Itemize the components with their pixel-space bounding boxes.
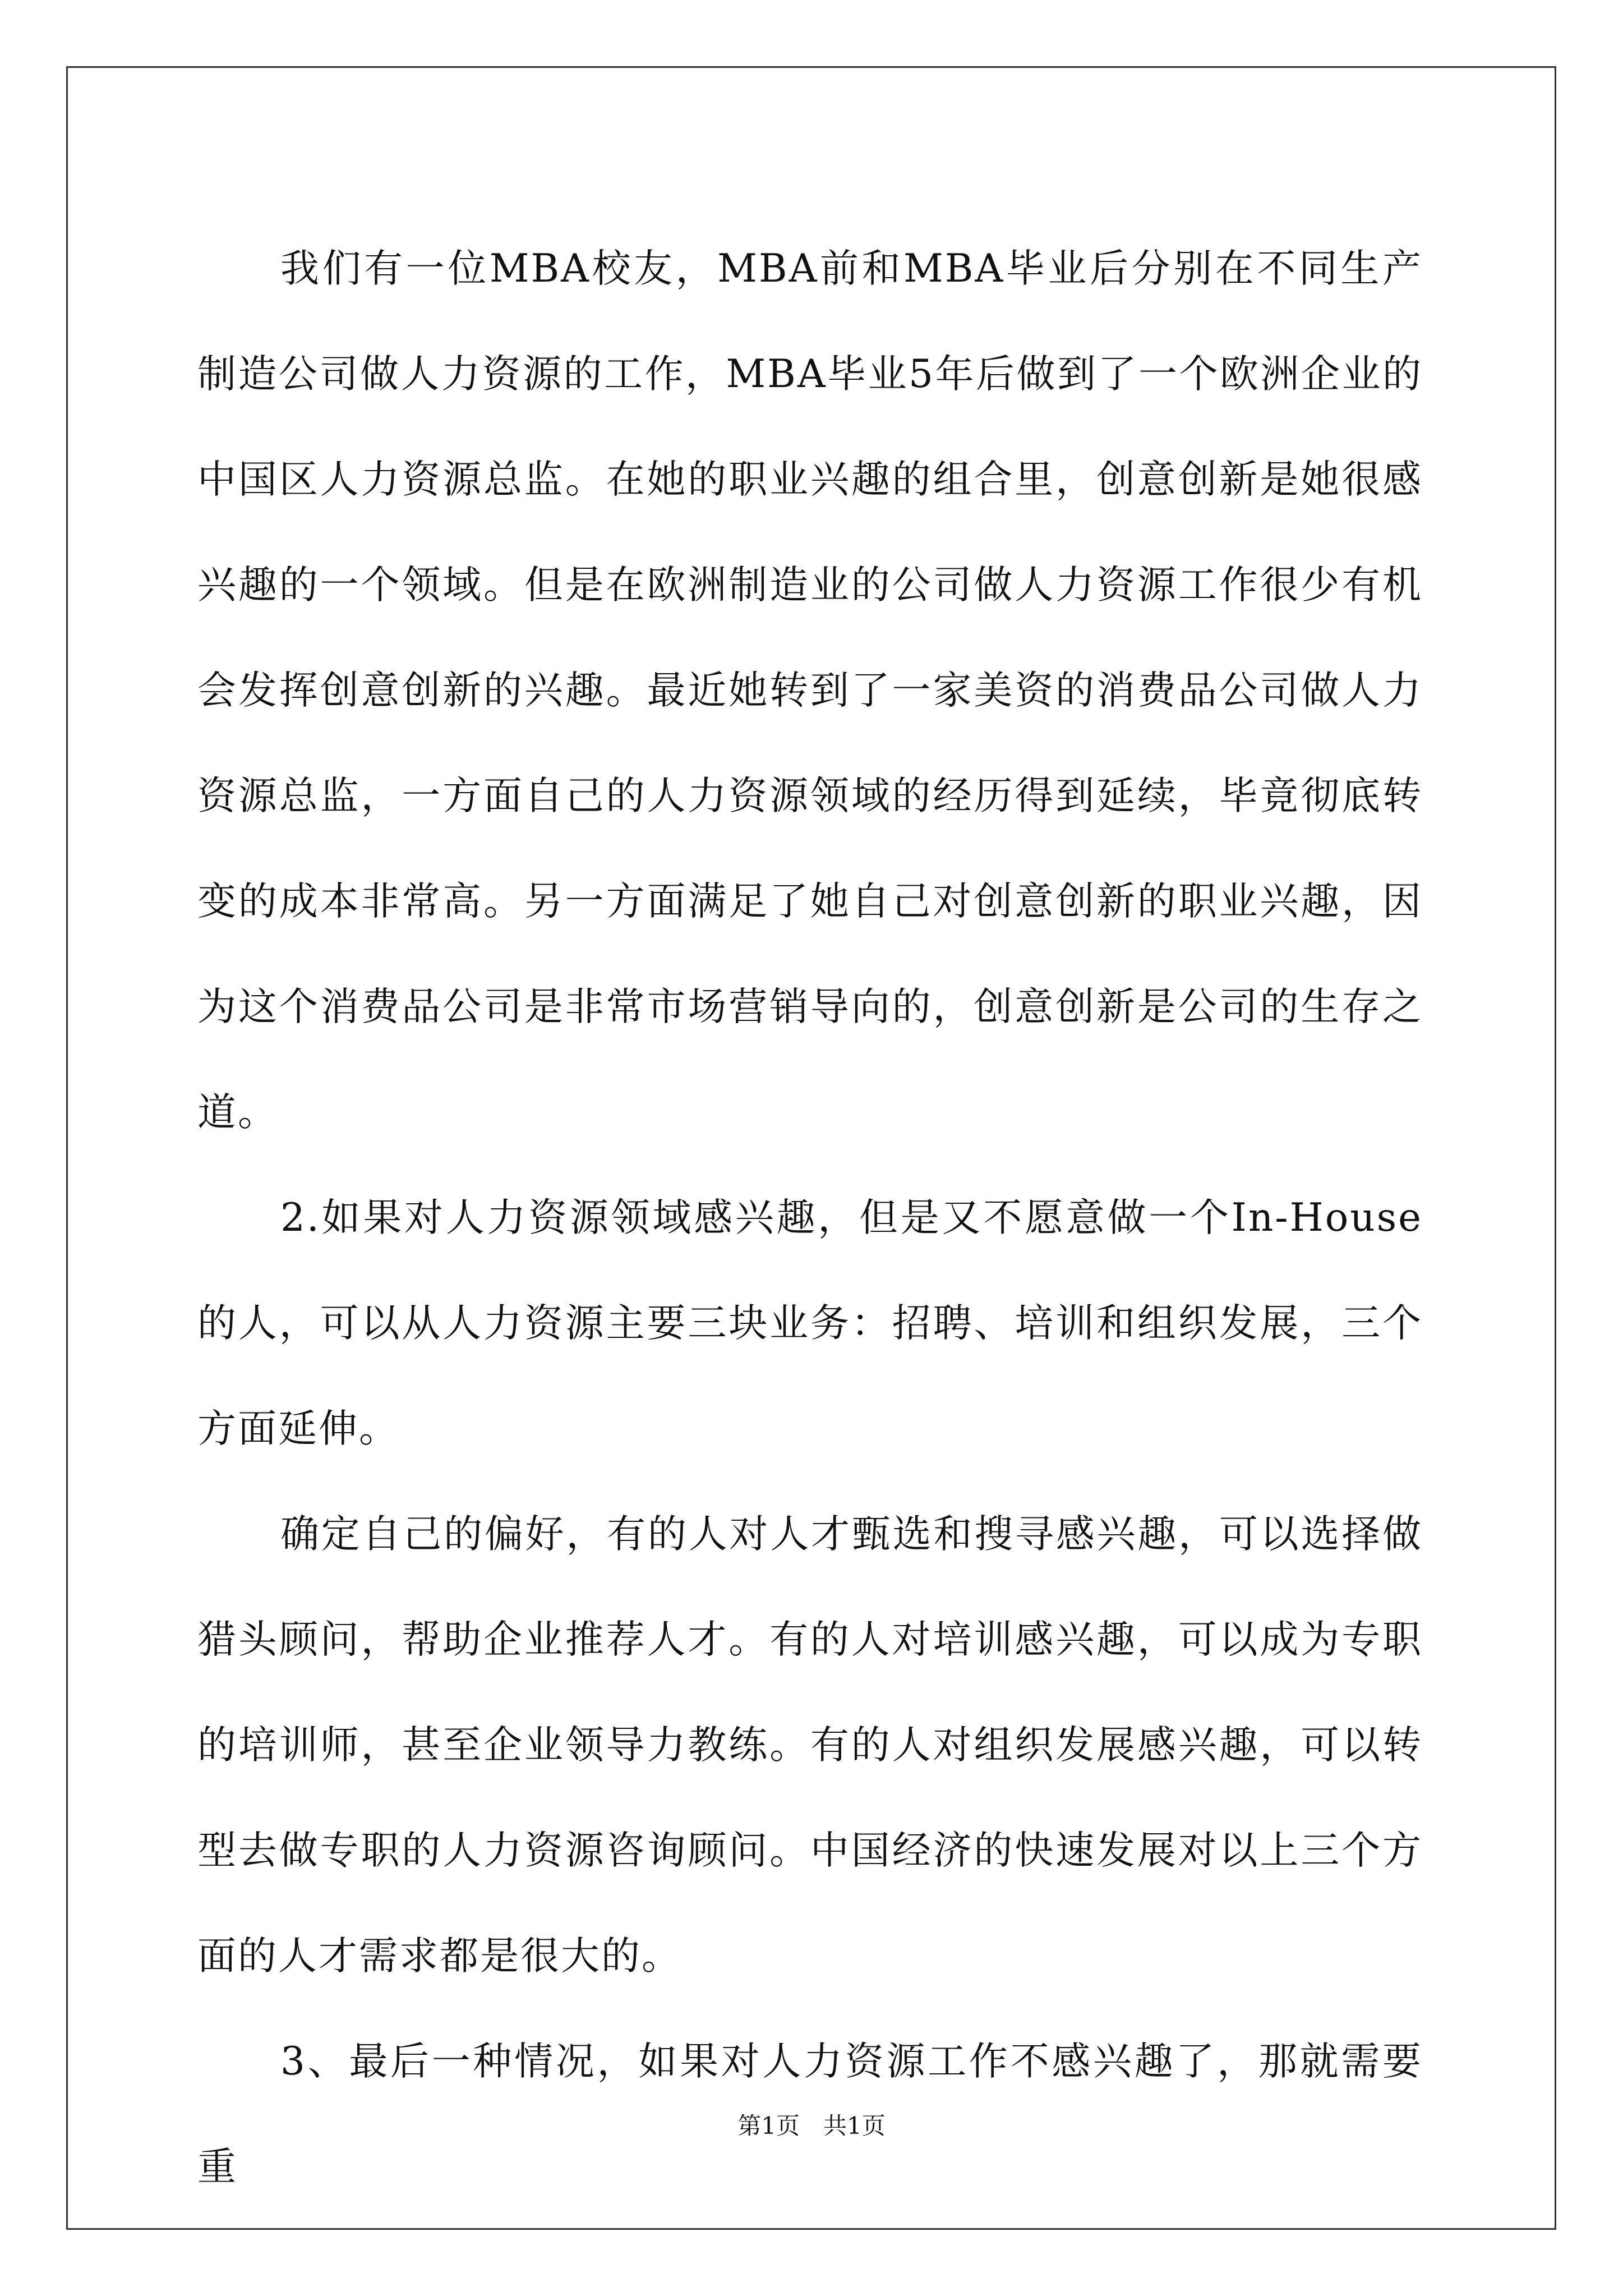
paragraph-1: 我们有一位MBA校友，MBA前和MBA毕业后分别在不同生产制造公司做人力资源的工作，MBA毕业5年后做到了一个欧洲企业的中国区人力资源总监。在她的职业兴趣的组合里，创意创新是她很感兴趣的一个领域。但是在欧洲制造业的公司做人力资源工作很少有机会发挥创意创新的兴趣。最近她转到了一家美资的消费品公司做人力资源总监，一方面自己的人力资源领域的经历得到延续，毕竟彻底转变的成本非常高。另一方面满足了她自己对创意创新的职业兴趣，因为这个消费品公司是非常市场营销导向的，创意创新是公司的生存之道。 (197, 246, 1423, 1135)
document-body (197, 216, 1423, 2220)
paragraph-2: 2.如果对人力资源领域感兴趣，但是又不愿意做一个In-House的人，可以从人力资源主要三块业务：招聘、培训和组织发展，三个方面延伸。 (197, 1195, 1423, 1451)
paragraph-3: 确定自己的偏好，有的人对人才甄选和搜寻感兴趣，可以选择做猎头顾问，帮助企业推荐人才。有的人对培训感兴趣，可以成为专职的培训师，甚至企业领导力教练。有的人对组织发展感兴趣，可以转型去做专职的人力资源咨询顾问。中国经济的快速发展对以上三个方面的人才需求都是很大的。 (197, 1512, 1423, 1978)
page-number: 第1页 共1页 (737, 2112, 886, 2139)
paragraph-4: 3、最后一种情况，如果对人力资源工作不感兴趣了，那就需要重 (197, 2039, 1423, 2189)
